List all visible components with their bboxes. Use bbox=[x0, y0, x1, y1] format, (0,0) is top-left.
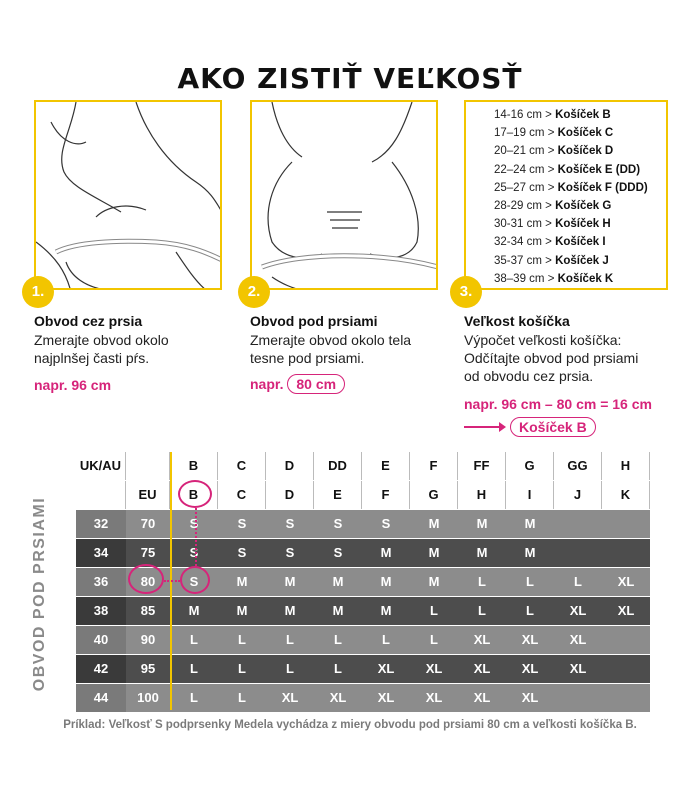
table-row bbox=[76, 655, 654, 683]
size-cell: S bbox=[314, 510, 362, 538]
cup-name: Košíček D bbox=[557, 145, 614, 158]
size-cell: M bbox=[314, 597, 362, 625]
uk-header-cell: F bbox=[410, 452, 458, 480]
size-cell: M bbox=[506, 510, 554, 538]
size-cell: XL bbox=[362, 655, 410, 683]
cup-range: 30-31 cm > bbox=[494, 218, 552, 231]
cup-list-item bbox=[494, 270, 648, 288]
size-cell: S bbox=[218, 510, 266, 538]
size-cell: M bbox=[410, 510, 458, 538]
step-2-example-prefix: napr. bbox=[250, 376, 284, 392]
cup-name: Košíček K bbox=[557, 272, 614, 285]
highlight-size-s bbox=[180, 566, 210, 594]
eu-band-cell: 100 bbox=[126, 684, 170, 712]
cup-name: Košíček B bbox=[555, 109, 611, 121]
step-3-text bbox=[464, 331, 638, 385]
size-cell: XL bbox=[554, 655, 602, 683]
cup-name: Košíček G bbox=[555, 200, 612, 213]
uk-band-cell: 42 bbox=[76, 655, 126, 683]
illustration-underbust-measurement bbox=[250, 100, 438, 290]
size-cell: L bbox=[170, 655, 218, 683]
size-cell: XL bbox=[458, 655, 506, 683]
underbust-axis-label-text: OBVOD POD PRSIAMI bbox=[31, 496, 48, 692]
size-cell: XL bbox=[314, 684, 362, 712]
eu-header-row bbox=[76, 481, 654, 509]
step-1-text-line-2: najplnšej časti pŕs. bbox=[34, 350, 150, 366]
size-cell: L bbox=[506, 568, 554, 596]
highlight-eu-80 bbox=[128, 564, 164, 594]
eu-band-cell: 70 bbox=[126, 510, 170, 538]
eu-header-cell: EU bbox=[126, 481, 170, 509]
eu-header-cell: K bbox=[602, 481, 650, 509]
cup-range: 32-34 cm > bbox=[494, 236, 552, 249]
cup-range: 17–19 cm > bbox=[494, 127, 555, 140]
size-cell: XL bbox=[506, 655, 554, 683]
cup-range: 22–24 cm > bbox=[494, 163, 555, 176]
eu-header-cell: I bbox=[506, 481, 554, 509]
uk-header-cell: G bbox=[506, 452, 554, 480]
cup-range: 28-29 cm > bbox=[494, 200, 552, 213]
step-1-text bbox=[34, 331, 169, 367]
size-cell bbox=[554, 510, 602, 538]
size-cell bbox=[602, 539, 650, 567]
uk-header-row bbox=[76, 452, 654, 480]
size-cell: M bbox=[170, 597, 218, 625]
step-2-text-line-1: Zmerajte obvod okolo tela bbox=[250, 332, 412, 348]
size-cell: L bbox=[410, 626, 458, 654]
table-row bbox=[76, 626, 654, 654]
size-cell: M bbox=[410, 568, 458, 596]
size-cell: M bbox=[218, 597, 266, 625]
size-cell: S bbox=[266, 510, 314, 538]
size-cell: XL bbox=[458, 684, 506, 712]
size-cell: XL bbox=[554, 626, 602, 654]
size-cell: XL bbox=[602, 597, 650, 625]
size-cell: L bbox=[506, 597, 554, 625]
size-cell: L bbox=[362, 626, 410, 654]
cup-list-item bbox=[494, 124, 648, 142]
eu-header-cell bbox=[76, 481, 126, 509]
step-3-result bbox=[510, 417, 596, 437]
size-cell: XL bbox=[410, 684, 458, 712]
table-row bbox=[76, 684, 654, 712]
highlight-eu-b bbox=[178, 480, 212, 508]
size-cell bbox=[554, 684, 602, 712]
uk-header-cell: DD bbox=[314, 452, 362, 480]
eu-band-cell: 80 bbox=[126, 568, 170, 596]
table-row bbox=[76, 510, 654, 538]
uk-header-cell: GG bbox=[554, 452, 602, 480]
footnote: Príklad: Veľkosť S podprsenky Medela vychádza z miery obvodu pod prsiami 80 cm a veľkosti košíčka B. bbox=[63, 719, 637, 731]
size-cell: L bbox=[266, 626, 314, 654]
table-row bbox=[76, 597, 654, 625]
illustration-bust-measurement bbox=[34, 100, 222, 290]
size-cell: S bbox=[170, 568, 218, 596]
underbust-axis-label bbox=[28, 484, 52, 704]
step-3-title: Veľkost košíčka bbox=[464, 313, 570, 329]
cup-list-item bbox=[494, 215, 648, 233]
step-2-title: Obvod pod prsiami bbox=[250, 313, 378, 329]
eu-header-cell: D bbox=[266, 481, 314, 509]
size-cell: M bbox=[362, 597, 410, 625]
step-1-title: Obvod cez prsia bbox=[34, 313, 143, 329]
step-2-badge: 2. bbox=[238, 276, 270, 308]
eu-header-cell: B bbox=[170, 481, 218, 509]
uk-band-cell: 32 bbox=[76, 510, 126, 538]
size-cell: XL bbox=[362, 684, 410, 712]
step-1-badge: 1. bbox=[22, 276, 54, 308]
size-cell: M bbox=[266, 568, 314, 596]
size-cell: XL bbox=[266, 684, 314, 712]
size-cell: L bbox=[218, 626, 266, 654]
step-2-text bbox=[250, 331, 411, 367]
size-cell: L bbox=[170, 626, 218, 654]
cup-name: Košíček E (DD) bbox=[557, 163, 641, 176]
size-cell: M bbox=[218, 568, 266, 596]
cup-list-item bbox=[494, 106, 648, 124]
size-cell: XL bbox=[554, 597, 602, 625]
size-cell: L bbox=[458, 568, 506, 596]
size-cell: M bbox=[506, 539, 554, 567]
cup-list-item bbox=[494, 161, 648, 179]
cup-list-item bbox=[494, 197, 648, 215]
eu-header-cell: J bbox=[554, 481, 602, 509]
size-cell: L bbox=[554, 568, 602, 596]
size-cell bbox=[602, 626, 650, 654]
size-cell: XL bbox=[458, 626, 506, 654]
size-cell bbox=[602, 510, 650, 538]
size-cell: L bbox=[314, 626, 362, 654]
uk-band-cell: 44 bbox=[76, 684, 126, 712]
cup-list-item bbox=[494, 252, 648, 270]
uk-header-cell bbox=[126, 452, 170, 480]
cup-name: Košíček F (DDD) bbox=[557, 181, 648, 194]
size-cell: L bbox=[218, 684, 266, 712]
size-cell: M bbox=[458, 539, 506, 567]
step-2-example bbox=[250, 374, 345, 394]
eu-header-cell: C bbox=[218, 481, 266, 509]
step-3-text-line-2: Odčítajte obvod pod prsiami bbox=[464, 350, 639, 366]
size-cell: XL bbox=[602, 568, 650, 596]
step-3-badge: 3. bbox=[450, 276, 482, 308]
size-cell: XL bbox=[506, 684, 554, 712]
size-cell: L bbox=[314, 655, 362, 683]
cup-list-item bbox=[494, 233, 648, 251]
cup-range: 25–27 cm > bbox=[494, 181, 555, 194]
uk-band-cell: 38 bbox=[76, 597, 126, 625]
size-cell: XL bbox=[410, 655, 458, 683]
uk-header-cell: FF bbox=[458, 452, 506, 480]
size-cell: L bbox=[458, 597, 506, 625]
eu-header-cell: E bbox=[314, 481, 362, 509]
eu-band-cell: 75 bbox=[126, 539, 170, 567]
table-row bbox=[76, 539, 654, 567]
size-cell: M bbox=[266, 597, 314, 625]
step-3-result-value: Košíček B bbox=[510, 417, 596, 437]
size-cell: M bbox=[314, 568, 362, 596]
cup-range: 35-37 cm > bbox=[494, 254, 552, 267]
size-cell: M bbox=[362, 539, 410, 567]
cup-name: Košíček C bbox=[557, 127, 614, 140]
eu-band-cell: 90 bbox=[126, 626, 170, 654]
page-title: AKO ZISTIŤ VEĽKOSŤ bbox=[177, 62, 523, 95]
step-3-text-line-1: Výpočet veľkosti košíčka: bbox=[464, 332, 622, 348]
size-cell: XL bbox=[506, 626, 554, 654]
step-3-example: napr. 96 cm – 80 cm = 16 cm bbox=[464, 396, 652, 412]
uk-header-cell: B bbox=[170, 452, 218, 480]
size-cell bbox=[602, 655, 650, 683]
uk-header-cell: UK/AU bbox=[76, 452, 126, 480]
eu-band-cell: 95 bbox=[126, 655, 170, 683]
uk-header-cell: D bbox=[266, 452, 314, 480]
uk-header-cell: C bbox=[218, 452, 266, 480]
step-2-example-value: 80 cm bbox=[287, 374, 345, 394]
size-cell: M bbox=[362, 568, 410, 596]
step-1-example: napr. 96 cm bbox=[34, 377, 112, 393]
highlight-dotted-vertical bbox=[195, 508, 197, 566]
uk-band-cell: 36 bbox=[76, 568, 126, 596]
size-cell: S bbox=[266, 539, 314, 567]
size-cell: S bbox=[314, 539, 362, 567]
cup-name: Košíček I bbox=[555, 236, 606, 249]
step-3-text-line-3: od obvodu cez prsia. bbox=[464, 368, 594, 384]
size-cell bbox=[554, 539, 602, 567]
cup-name: Košíček H bbox=[555, 218, 611, 231]
eu-header-cell: F bbox=[362, 481, 410, 509]
cup-range: 14-16 cm > bbox=[494, 109, 552, 121]
uk-header-cell: E bbox=[362, 452, 410, 480]
size-cell: L bbox=[218, 655, 266, 683]
size-cell: S bbox=[362, 510, 410, 538]
highlight-dotted-horizontal bbox=[164, 580, 180, 582]
size-cell: L bbox=[410, 597, 458, 625]
size-cell: S bbox=[218, 539, 266, 567]
uk-band-cell: 40 bbox=[76, 626, 126, 654]
step-2-text-line-2: tesne pod prsiami. bbox=[250, 350, 365, 366]
cup-name: Košíček J bbox=[555, 254, 609, 267]
cup-range: 38–39 cm > bbox=[494, 272, 555, 285]
size-cell: L bbox=[170, 684, 218, 712]
eu-band-cell: 85 bbox=[126, 597, 170, 625]
size-cell: S bbox=[170, 510, 218, 538]
size-cell: M bbox=[410, 539, 458, 567]
size-cell: S bbox=[170, 539, 218, 567]
step-1-text-line-1: Zmerajte obvod okolo bbox=[34, 332, 169, 348]
cup-range: 20–21 cm > bbox=[494, 145, 555, 158]
eu-header-cell: G bbox=[410, 481, 458, 509]
size-cell bbox=[602, 684, 650, 712]
size-cell: L bbox=[266, 655, 314, 683]
uk-band-cell: 34 bbox=[76, 539, 126, 567]
size-cell: M bbox=[458, 510, 506, 538]
eu-header-cell: H bbox=[458, 481, 506, 509]
cup-list-item bbox=[494, 142, 648, 160]
uk-header-cell: H bbox=[602, 452, 650, 480]
cup-list-item bbox=[494, 179, 648, 197]
cup-size-list bbox=[494, 106, 648, 288]
arrow-right-icon bbox=[464, 426, 504, 428]
